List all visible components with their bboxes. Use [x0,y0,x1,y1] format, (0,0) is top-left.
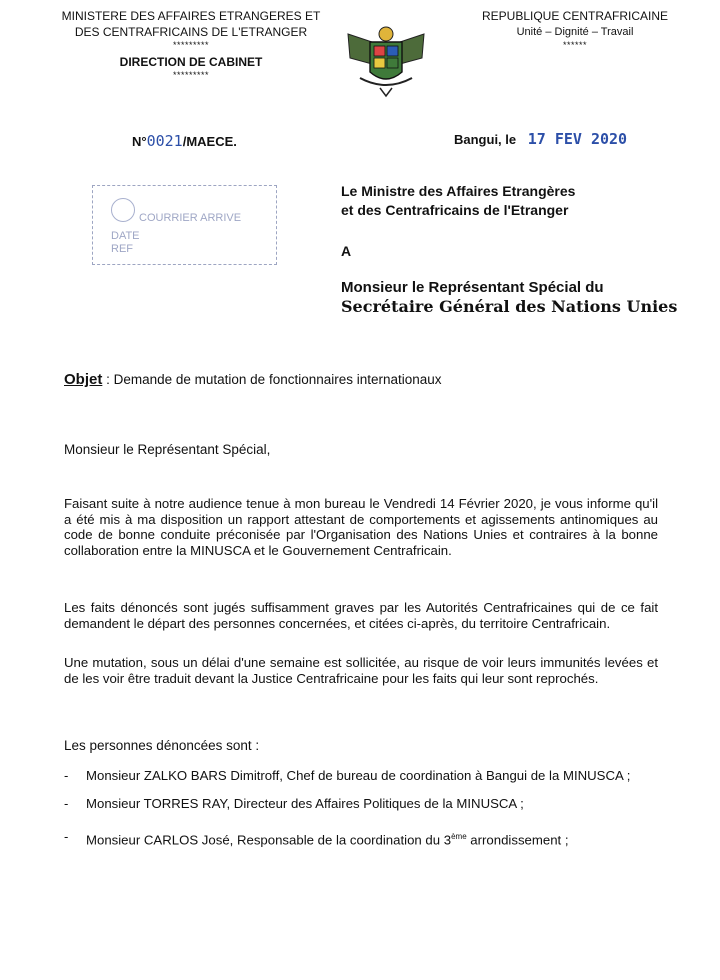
national-motto: Unité – Dignité – Travail [516,26,634,38]
place-date [454,130,627,148]
list-dash: - [64,795,69,811]
reference-prefix: N° [132,134,147,149]
ministry-name-line2: DES CENTRAFRICAINS DE L'ETRANGER [74,25,308,39]
republic-name: REPUBLIQUE CENTRAFRICAINE [481,9,669,23]
place-label: Bangui, le [454,132,517,147]
sender-line1: Le Ministre des Affaires Etrangères [341,183,576,199]
list-dash: - [64,768,69,783]
persons-list [64,768,658,848]
ministry-header [50,8,332,80]
reference-suffix: /MAECE. [182,134,237,149]
body-paragraph-1: Faisant suite à notre audience tenue à mon bureau le Vendredi 14 Février 2020, je vous informe qu'il a été mis à ma disposition un rapport attestant de comportements et agissements antinomiques au code de bonne conduite préconisée par l'Organisation des Nations Unies et contraires à la bonne collaboration entre la MINUSCA et le Gouvernement Centrafricain. [64,496,658,558]
ordinal-superscript: ème [451,832,467,841]
subject-text: : Demande de mutation de fonctionnaires internationaux [102,372,442,387]
list-dash: - [64,829,69,844]
list-item [64,796,658,812]
republic-header [470,8,680,50]
stamp-seal-icon [111,198,135,222]
stamp-text-3: REF [111,243,133,255]
separator-stars: ********* [172,40,210,50]
subject-label: Objet [64,371,103,388]
stamp-text-1: COURRIER ARRIVE [139,212,242,224]
recipient-line2: Secrétaire Général des Nations Unies [341,297,678,316]
coat-of-arms-icon [342,22,430,100]
reference-number [132,132,237,150]
arrival-stamp [92,185,277,265]
person-entry-3-text: Monsieur CARLOS José, Responsable de la coordination du 3 [86,832,452,848]
person-entry-1: Monsieur ZALKO BARS Dimitroff, Chef de bureau de coordination à Bangui de la MINUSCA ; [86,768,631,783]
person-entry-2: Monsieur TORRES RAY, Directeur des Affaires Politiques de la MINUSCA ; [86,795,524,811]
direction-label: DIRECTION DE CABINET [119,55,263,69]
reference-handwritten-number: 0021 [146,132,183,150]
recipient-block [341,278,677,316]
person-entry-3-tail: arrondissement ; [466,832,569,848]
list-item [64,768,658,784]
subject-line [64,371,442,388]
to-label: A [341,243,352,259]
salutation: Monsieur le Représentant Spécial, [64,442,271,457]
stamp-text-2: DATE [111,230,140,242]
ministry-name-line1: MINISTERE DES AFFAIRES ETRANGERES ET [61,9,321,23]
sender-line2: et des Centrafricains de l'Etranger [341,202,569,218]
list-item [64,829,658,848]
date-stamp: 17 FEV 2020 [527,130,628,148]
body-paragraph-2: Les faits dénoncés sont jugés suffisamment graves par les Autorités Centrafricaines qui de ce fait demandent le départ des personnes concernées, et citées ci-après, du territoire Centrafricain. [64,600,658,631]
sender-block [341,182,575,220]
person-entry-3 [86,829,658,848]
separator-stars: ****** [562,40,587,50]
body-paragraph-3: Une mutation, sous un délai d'une semaine est sollicitée, au risque de voir leurs immunités levées et de les voir être traduit devant la Justice Centrafricaine pour les faits qui leur sont reprochés. [64,655,658,686]
separator-stars: ********* [172,70,210,80]
recipient-line1: Monsieur le Représentant Spécial du [341,279,604,296]
list-intro: Les personnes dénoncées sont : [64,738,260,753]
